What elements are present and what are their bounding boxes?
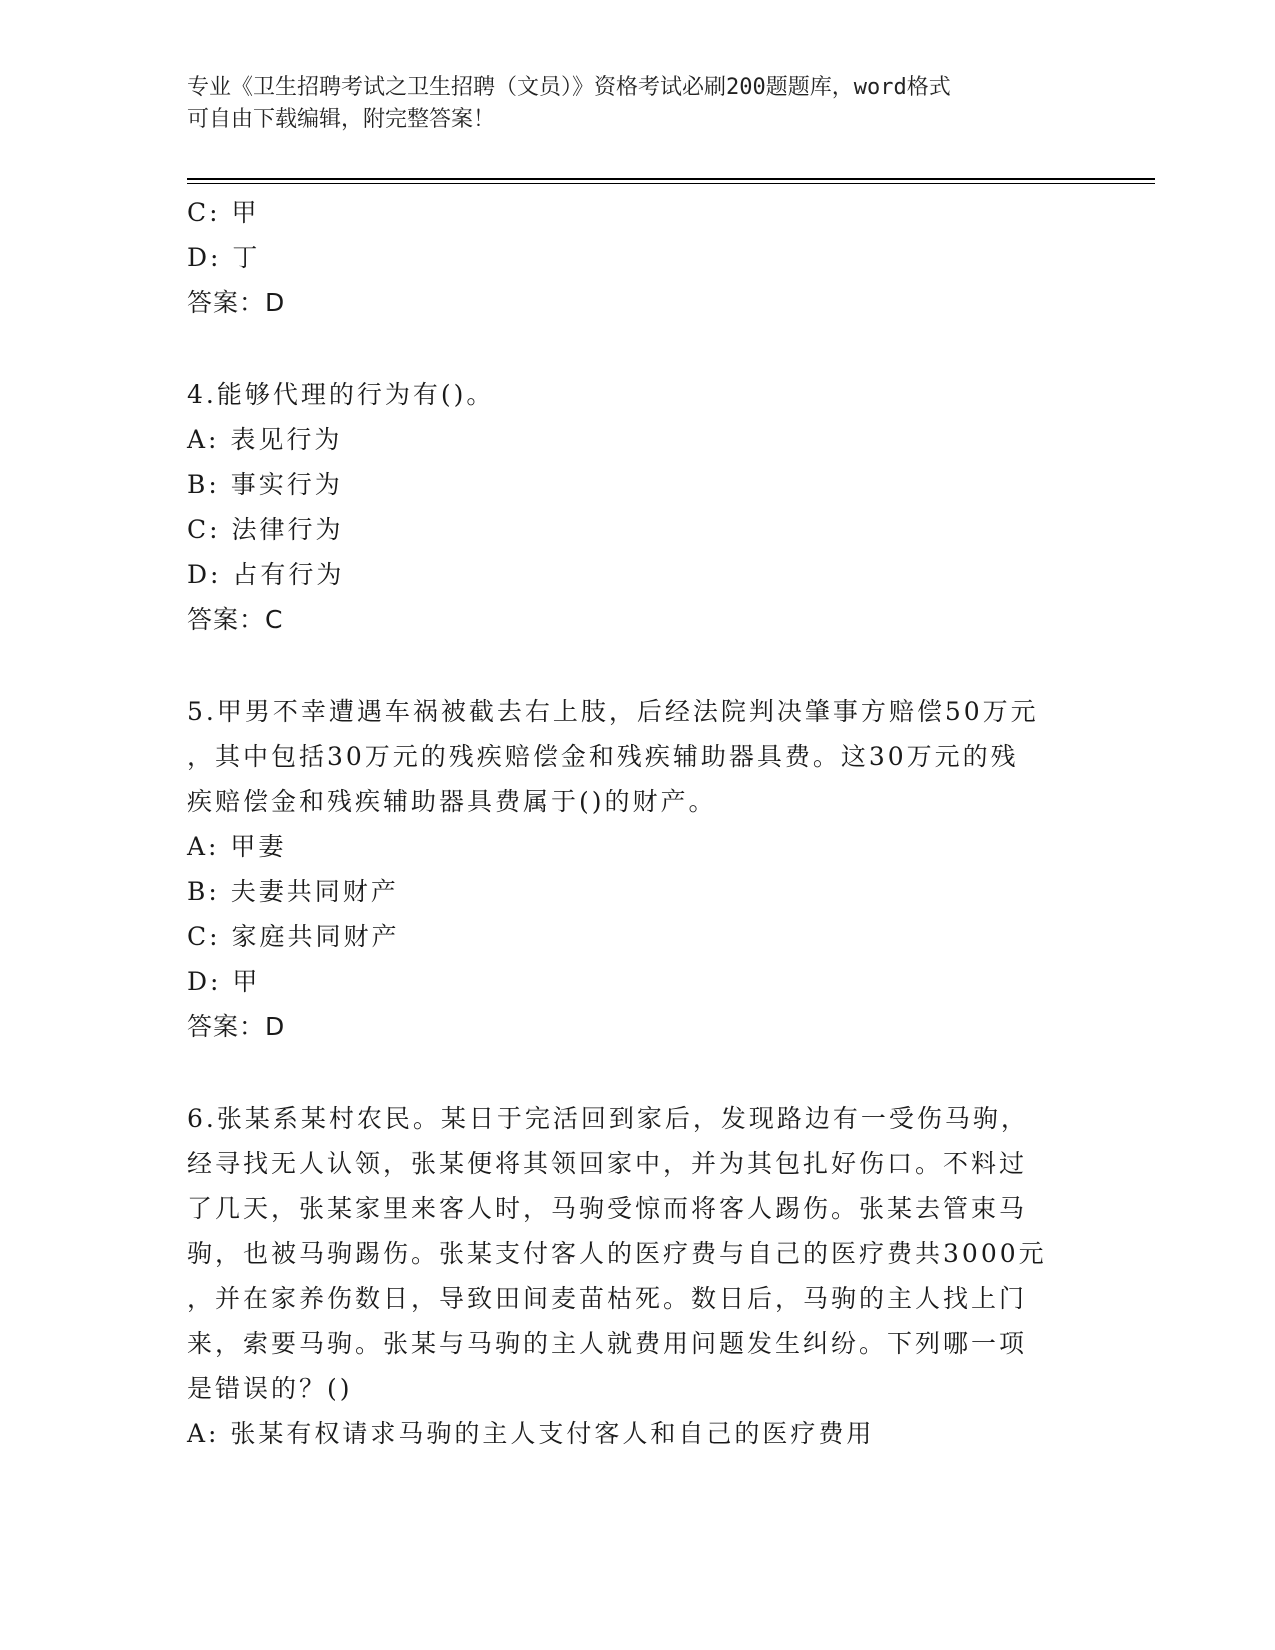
option-a: A: 甲妻: [187, 832, 287, 861]
option-c: C: 家庭共同财产: [187, 922, 400, 951]
question-list: [187, 190, 1087, 1456]
stem-line: ，并在家养伤数日，导致田间麦苗枯死。数日后，马驹的主人找上门: [187, 1284, 1028, 1313]
option-c: C: 法律行为: [187, 515, 344, 544]
stem-line: ，其中包括30万元的残疾赔偿金和残疾辅助器具费。这30万元的残: [187, 742, 1019, 771]
stem-line: 来，索要马驹。张某与马驹的主人就费用问题发生纠纷。下列哪一项: [187, 1329, 1028, 1358]
answer: 答案：C: [187, 605, 284, 634]
option-d: D: 丁: [187, 243, 261, 272]
stem-line: 4.能够代理的行为有()。: [187, 380, 495, 409]
stem-line: 了几天，张某家里来客人时，马驹受惊而将客人踢伤。张某去管束马: [187, 1194, 1028, 1223]
option-c: C: 甲: [187, 198, 260, 227]
document-header: [187, 72, 1087, 136]
question-4: [187, 372, 1087, 642]
question-3-tail: [187, 190, 1087, 325]
question-stem: [187, 689, 1087, 824]
option-a: A: 张某有权请求马驹的主人支付客人和自己的医疗费用: [187, 1419, 875, 1448]
header-rule-thin: [187, 183, 1155, 184]
header-line-2: 可自由下载编辑，附完整答案！: [187, 107, 496, 132]
stem-line: 驹，也被马驹踢伤。张某支付客人的医疗费与自己的医疗费共3000元: [187, 1239, 1047, 1268]
option-b: B: 夫妻共同财产: [187, 877, 399, 906]
answer: 答案：D: [187, 288, 286, 317]
stem-line: 疾赔偿金和残疾辅助器具费属于()的财产。: [187, 787, 717, 816]
stem-line: 6.张某系某村农民。某日于完活回到家后，发现路边有一受伤马驹，: [187, 1104, 1029, 1133]
answer: 答案：D: [187, 1012, 286, 1041]
stem-line: 是错误的？(): [187, 1374, 353, 1403]
option-a: A: 表见行为: [187, 425, 343, 454]
stem-line: 经寻找无人认领，张某便将其领回家中，并为其包扎好伤口。不料过: [187, 1149, 1028, 1178]
question-6: [187, 1096, 1087, 1456]
option-d: D: 甲: [187, 967, 261, 996]
header-line-1: 专业《卫生招聘考试之卫生招聘（文员）》资格考试必刷200题题库，word格式: [187, 75, 951, 100]
option-b: B: 事实行为: [187, 470, 343, 499]
question-5: [187, 689, 1087, 1049]
header-rule-thick: [187, 178, 1155, 180]
question-stem: [187, 372, 1087, 417]
option-d: D: 占有行为: [187, 560, 345, 589]
question-stem: [187, 1096, 1087, 1411]
stem-line: 5.甲男不幸遭遇车祸被截去右上肢，后经法院判决肇事方赔偿50万元: [187, 697, 1039, 726]
